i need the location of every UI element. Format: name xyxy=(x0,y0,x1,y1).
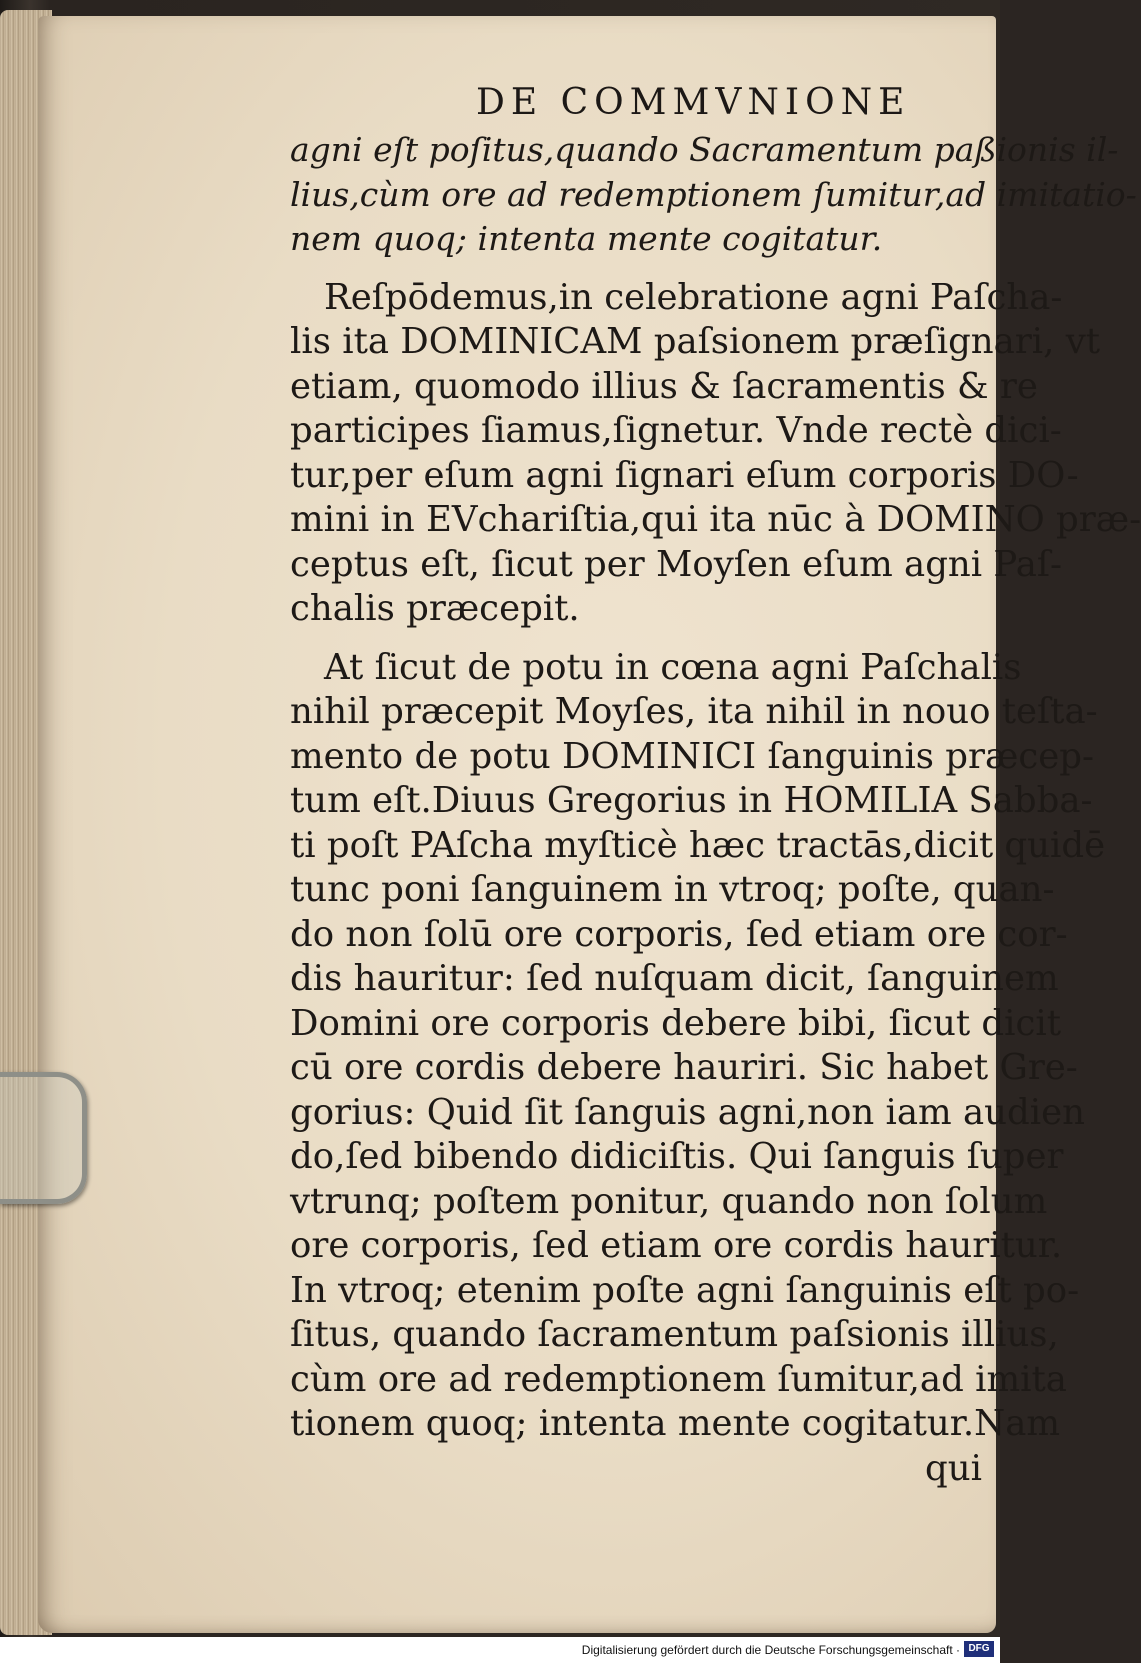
paragraph2-line: dis hauritur: ſed nuſquam dicit, ſanguinem xyxy=(290,958,1059,999)
dfg-credit[interactable]: Digitalisierung gefördert durch die Deutsche Forschungsgemeinschaft · xyxy=(581,1643,960,1657)
italic-line: agni eſt poſitus,quando Sacramentum paßionis il- xyxy=(290,130,1119,169)
paragraph2-line: cū ore cordis debere hauriri. Sic habet Gre- xyxy=(290,1047,1078,1088)
paragraph1-line: ceptus eſt, ſicut per Moyſen eſum agni Paſ- xyxy=(290,543,1063,585)
paragraph2-line: tum eſt.Diuus Gregorius in HOMILIA Sabba- xyxy=(290,780,1093,821)
footer-bar xyxy=(0,1637,1000,1663)
paragraph2-line: do non ſolū ore corporis, ſed etiam ore cor- xyxy=(290,913,1068,955)
paragraph1-line: lis ita DOMINICAM paſsionem præſignari, vt xyxy=(290,321,1101,362)
running-header: DE COMMVNIONE xyxy=(476,82,911,123)
paragraph2-line: At ſicut de potu in cœna agni Paſchalis xyxy=(324,646,1022,688)
paragraph1-line: Reſpōdemus,in celebratione agni Paſcha- xyxy=(324,276,1063,318)
paragraph2-line: vtrunq; poſtem ponitur, quando non ſolum xyxy=(290,1180,1048,1222)
paragraph1-line: tur,per eſum agni ſignari eſum corporis DO- xyxy=(290,454,1079,496)
dfg-logo-icon[interactable]: DFG xyxy=(964,1641,994,1657)
paragraph2-line: cùm ore ad redemptionem ſumitur,ad imita xyxy=(290,1358,1067,1400)
paragraph2-line: mento de potu DOMINICI ſanguinis præcep- xyxy=(290,735,1094,777)
paragraph2-line: Domini ore corporis debere bibi, ſicut dicit xyxy=(290,1002,1061,1044)
body-text xyxy=(290,128,1141,1491)
paragraph2-line: ore corporis, ſed etiam ore cordis hauritur. xyxy=(290,1225,1063,1266)
italic-line: lius,cùm ore ad redemptionem ſumitur,ad imitatio- xyxy=(290,174,1137,214)
paragraph1-line: etiam, quomodo illius & ſacramentis & re xyxy=(290,365,1038,407)
paragraph2-line: gorius: Quid ſit ſanguis agni,non iam audien xyxy=(290,1091,1085,1133)
paragraph1-line: participes ſiamus,ſignetur. Vnde rectè dici- xyxy=(290,410,1062,451)
paragraph2-line: In vtroq; etenim poſte agni ſanguinis eſt po- xyxy=(290,1269,1080,1311)
paragraph1-line: chalis præcepit. xyxy=(290,588,580,629)
book-clamp xyxy=(0,1072,87,1204)
paragraph2-line: ti poſt PAſcha myſticè hæc tractās,dicit quidē xyxy=(290,824,1106,866)
paragraph2-line: nihil præcepit Moyſes, ita nihil in nouo teſta- xyxy=(290,691,1098,732)
paragraph2-line: ſitus, quando ſacramentum paſsionis illius, xyxy=(290,1314,1059,1355)
catchword: qui xyxy=(925,1447,982,1489)
italic-line: nem quoq; intenta mente cogitatur. xyxy=(290,219,883,258)
paragraph2-line: tionem quoq; intenta mente cogitatur.Nam xyxy=(290,1403,1061,1444)
paragraph2-line: tunc poni ſanguinem in vtroq; poſte, quan- xyxy=(290,869,1055,910)
paragraph2-line: do,ſed bibendo didiciſtis. Qui ſanguis ſuper xyxy=(290,1136,1064,1177)
paragraph1-line: mini in EVchariſtia,qui ita nūc à DOMINO præ- xyxy=(290,499,1141,540)
